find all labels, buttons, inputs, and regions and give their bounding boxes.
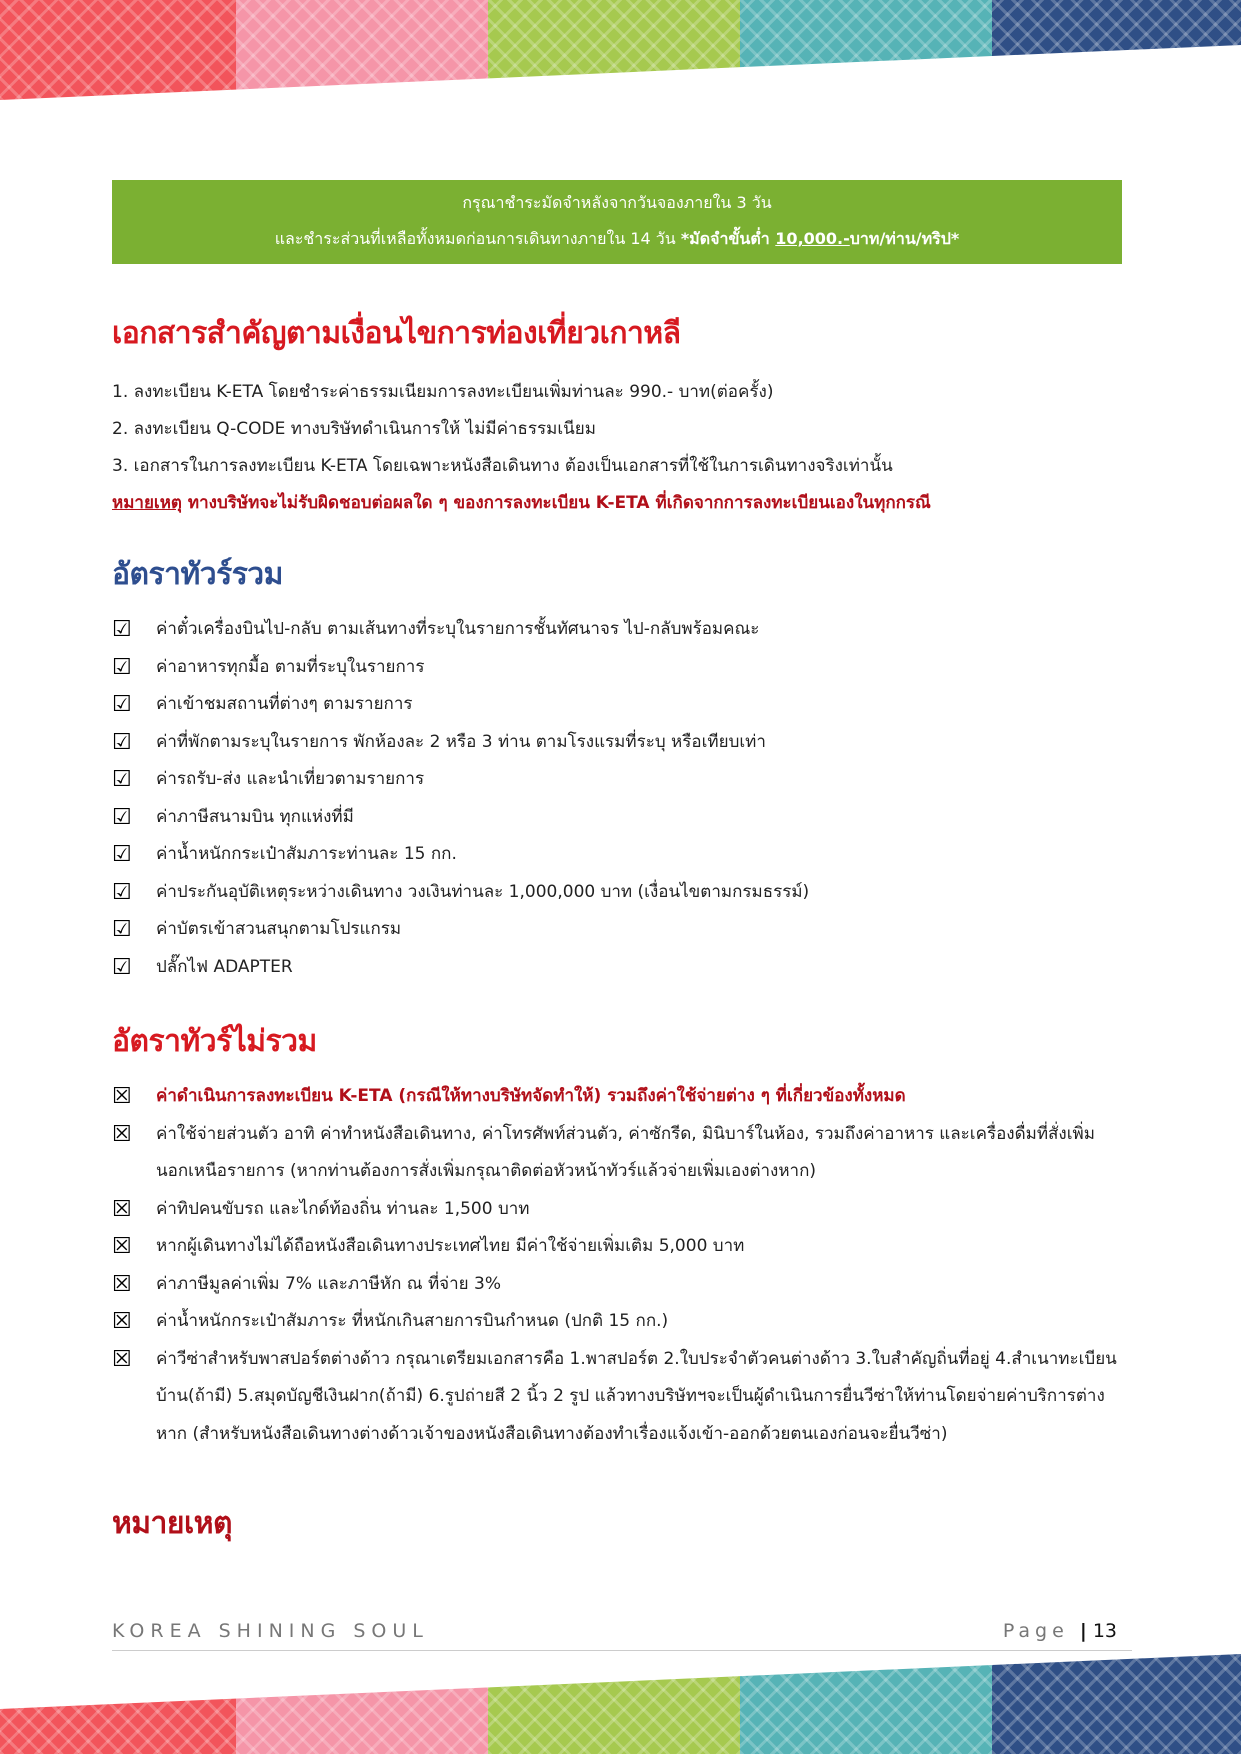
excluded-item-text: ค่าทิปคนขับรถ และไกด์ท้องถิ่น ท่านละ 1,500 บาท [156,1198,530,1219]
checkbox-crossed-icon: ☒ [112,1196,132,1222]
included-item-text: ค่าเข้าชมสถานที่ต่างๆ ตามรายการ [156,694,413,714]
page-separator: | [1079,1620,1087,1642]
checkbox-crossed-icon: ☒ [112,1271,132,1297]
document-item-3: 3. เอกสารในการลงทะเบียน K-ETA โดยเฉพาะหนังสือเดินทาง ต้องเป็นเอกสารที่ใช้ในการเดินทางจริงเท่านั้น [112,456,893,476]
payment-banner [112,180,1122,264]
included-item [112,761,1122,799]
included-list [112,611,1122,986]
remarks-heading: หมายเหตุ [112,1506,232,1541]
footer-page [1003,1620,1117,1642]
excluded-item [112,1341,1122,1454]
excluded-item-text: ค่าวีซ่าสำหรับพาสปอร์ตต่างด้าว กรุณาเตรียมเอกสารคือ 1.พาสปอร์ต 2.ใบประจำตัวคนต่างด้าว 3.ใบสำคัญถิ่นที่อยู่ 4.สำเนาทะเบียนบ้าน(ถ้ามี) 5.สมุดบัญชีเงินฝาก(ถ้ามี) 6.รูปถ่ายสี 2 นิ้ว 2 รูป แล้วทางบริษัทฯจะเป็นผู้ดำเนินการยื่นวีซ่าให้ท่านโดยจ่ายค่าบริการต่างหาก (สำหรับหนังสือเดินทางต่างด้าวเจ้าของหนังสือเดินทางต้องทำเรื่องแจ้งเข้า-ออกด้วยตนเองก่อนจะยื่นวีซ่า) [156,1348,1117,1444]
documents-note-label: หมายเหตุ [112,493,182,513]
excluded-item [112,1191,1122,1229]
excluded-item-text: ค่าใช้จ่ายส่วนตัว อาทิ ค่าทำหนังสือเดินทาง, ค่าโทรศัพท์ส่วนตัว, ค่าซักรีด, มินิบาร์ในห้อง, รวมถึงค่าอาหาร และเครื่องดื่มที่สั่งเพิ่มนอกเหนือรายการ (หากท่านต้องการสั่งเพิ่มกรุณาติดต่อหัวหน้าทัวร์แล้วจ่ายเพิ่มเองต่างหาก) [156,1123,1095,1181]
checkbox-checked-icon: ☑ [112,842,132,867]
excluded-item-text: หากผู้เดินทางไม่ได้ถือหนังสือเดินทางประเทศไทย มีค่าใช้จ่ายเพิ่มเติม 5,000 บาท [156,1236,745,1256]
excluded-list [112,1078,1122,1453]
stripe-pink [236,0,488,100]
checkbox-checked-icon: ☑ [112,654,132,680]
stripe-green [488,0,740,100]
excluded-heading: อัตราทัวร์ไม่รวม [112,1024,317,1059]
documents-heading: เอกสารสำคัญตามเงื่อนไขการท่องเที่ยวเกาหลี [112,316,681,351]
checkbox-checked-icon: ☑ [112,617,132,642]
excluded-item [112,1116,1122,1191]
included-item-text: ค่าประกันอุบัติเหตุระหว่างเดินทาง วงเงินท่านละ 1,000,000 บาท (เงื่อนไขตามกรมธรรม์) [156,881,810,902]
included-item [112,949,1122,987]
stripe-teal [740,0,992,100]
documents-note-text: ทางบริษัทจะไม่รับผิดชอบต่อผลใด ๆ ของการลงทะเบียน K-ETA ที่เกิดจากการลงทะเบียนเองในทุกกรณี [181,493,931,513]
top-decorative-band [0,0,1241,100]
page-label: Page [1002,1620,1069,1642]
checkbox-checked-icon: ☑ [112,954,132,980]
included-item [112,874,1122,912]
banner-deposit-unit: บาท/ท่าน/ทริป* [849,229,960,248]
included-item-text: ค่าอาหารทุกมื้อ ตามที่ระบุในรายการ [156,656,425,677]
documents-note [112,489,931,516]
banner-line-2 [112,227,1122,252]
checkbox-checked-icon: ☑ [112,767,132,792]
checkbox-crossed-icon: ☒ [112,1121,132,1147]
included-item-text: ค่าบัตรเข้าสวนสนุกตามโปรแกรม [156,919,402,939]
stripe-teal [740,1654,992,1754]
excluded-item-text: ค่าดำเนินการลงทะเบียน K-ETA (กรณีให้ทางบริษัทจัดทำให้) รวมถึงค่าใช้จ่ายต่าง ๆ ที่เกี่ยวข้องทั้งหมด [156,1086,906,1106]
stripe-pink [236,1654,488,1754]
stripe-red [0,0,236,100]
footer-brand: KOREA SHINING SOUL [112,1620,429,1642]
banner-line-1: กรุณาชำระมัดจำหลังจากวันจองภายใน 3 วัน [462,193,772,212]
excluded-item [112,1228,1122,1266]
excluded-item-text: ค่าภาษีมูลค่าเพิ่ม 7% และภาษีหัก ณ ที่จ่าย 3% [156,1273,502,1294]
document-item-1: 1. ลงทะเบียน K-ETA โดยชำระค่าธรรมเนียมการลงทะเบียนเพิ่มท่านละ 990.- บาท(ต่อครั้ง) [112,382,774,402]
stripe-green [488,1654,740,1754]
checkbox-crossed-icon: ☒ [112,1346,132,1372]
included-item [112,836,1122,874]
stripe-navy [992,1654,1241,1754]
included-item [112,799,1122,837]
checkbox-crossed-icon: ☒ [112,1234,132,1259]
banner-line-2-prefix: และชำระส่วนที่เหลือทั้งหมดก่อนการเดินทางภายใน 14 วัน [274,229,681,248]
included-item [112,611,1122,649]
excluded-item [112,1078,1122,1116]
checkbox-crossed-icon: ☒ [112,1309,132,1334]
excluded-item-text: ค่าน้ำหนักกระเป๋าสัมภาระ ที่หนักเกินสายการบินกำหนด (ปกติ 15 กก.) [156,1311,669,1331]
included-item [112,911,1122,949]
page-number: 13 [1092,1620,1117,1642]
included-item-text: ค่าภาษีสนามบิน ทุกแห่งที่มี [156,806,354,827]
checkbox-checked-icon: ☑ [112,692,132,717]
included-item [112,724,1122,762]
included-item-text: ค่ารถรับ-ส่ง และนำเที่ยวตามรายการ [156,769,425,789]
banner-deposit-amount: 10,000.- [775,229,850,248]
banner-deposit-label: *มัดจำขั้นต่ำ [680,229,776,248]
document-item-2: 2. ลงทะเบียน Q-CODE ทางบริษัทดำเนินการให้ ไม่มีค่าธรรมเนียม [112,419,596,439]
excluded-item [112,1303,1122,1341]
checkbox-crossed-icon: ☒ [112,1084,132,1109]
included-item [112,649,1122,687]
included-item-text: ค่าตั๋วเครื่องบินไป-กลับ ตามเส้นทางที่ระบุในรายการชั้นทัศนาจร ไป-กลับพร้อมคณะ [156,619,760,639]
included-item-text: ค่าน้ำหนักกระเป๋าสัมภาระท่านละ 15 กก. [156,844,457,864]
stripe-navy [992,0,1241,100]
checkbox-checked-icon: ☑ [112,917,132,942]
included-item-text: ค่าที่พักตามระบุในรายการ พักห้องละ 2 หรือ 3 ท่าน ตามโรงแรมที่ระบุ หรือเทียบเท่า [156,731,766,752]
included-item [112,686,1122,724]
stripe-red [0,1654,236,1754]
included-item-text: ปลั๊กไฟ ADAPTER [156,956,293,977]
included-heading: อัตราทัวร์รวม [112,557,283,592]
checkbox-checked-icon: ☑ [112,804,132,830]
checkbox-checked-icon: ☑ [112,879,132,905]
checkbox-checked-icon: ☑ [112,729,132,755]
excluded-item [112,1266,1122,1304]
bottom-decorative-band [0,1654,1241,1754]
footer-divider [112,1650,1132,1651]
